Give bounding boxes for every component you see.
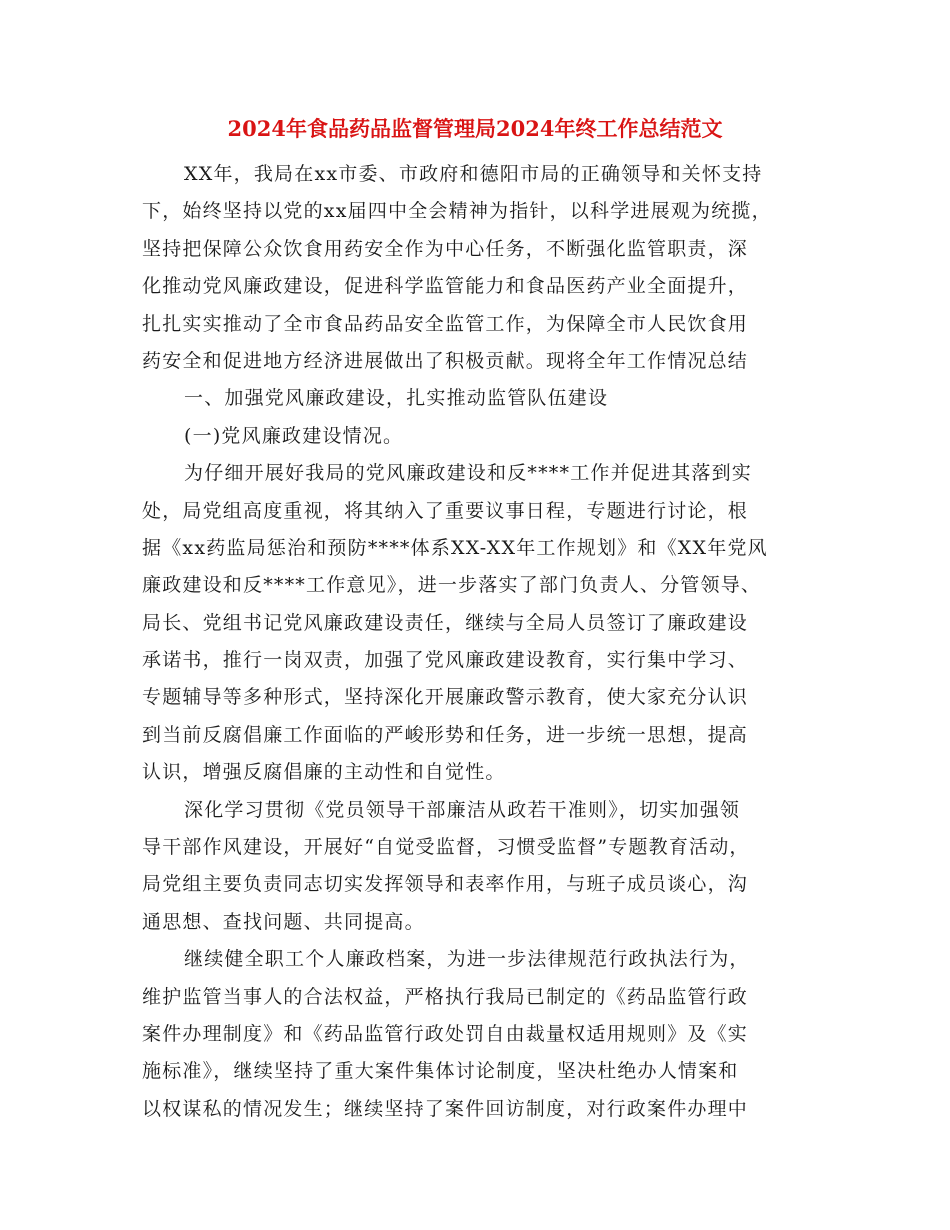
body-line: 到当前反腐倡廉工作面临的严峻形势和任务，进一步统一思想，提高 bbox=[142, 723, 749, 746]
body-line: 局党组主要负责同志切实发挥领导和表率作用，与班子成员谈心，沟 bbox=[142, 873, 749, 896]
body-line: 认识，增强反腐倡廉的主动性和自觉性。 bbox=[142, 761, 506, 784]
body-line: 以权谋私的情况发生；继续坚持了案件回访制度，对行政案件办理中 bbox=[142, 1097, 749, 1120]
body-line: 下，始终坚持以党的xx届四中全会精神为指针，以科学进展观为统揽， bbox=[142, 200, 772, 223]
body-line: 维护监管当事人的合法权益，严格执行我局已制定的《药品监管行政 bbox=[142, 985, 749, 1008]
body-line: 承诺书，推行一岗双责，加强了党风廉政建设教育，实行集中学习、 bbox=[142, 649, 749, 672]
body-line: 继续健全职工个人廉政档案，为进一步法律规范行政执法行为， bbox=[184, 948, 750, 971]
body-line: 廉政建设和反****工作意见》，进一步落实了部门负责人、分管领导、 bbox=[142, 574, 762, 597]
body-line: (一)党风廉政建设情况。 bbox=[184, 424, 404, 447]
body-line: 扎扎实实推动了全市食品药品安全监管工作，为保障全市人民饮食用 bbox=[142, 312, 749, 335]
body-line: 化推动党风廉政建设，促进科学监管能力和食品医药产业全面提升， bbox=[142, 275, 749, 298]
body-line: 深化学习贯彻《党员领导干部廉洁从政若干准则》，切实加强领 bbox=[184, 798, 741, 821]
body-line: 施标准》，继续坚持了重大案件集体讨论制度，坚决杜绝办人情案和 bbox=[142, 1060, 739, 1083]
body-line: 局长、党组书记党风廉政建设责任，继续与全局人员签订了廉政建设 bbox=[142, 611, 749, 634]
body-line: 为仔细开展好我局的党风廉政建设和反****工作并促进其落到实 bbox=[184, 462, 753, 485]
document-body bbox=[142, 156, 822, 1128]
body-line: 据《xx药监局惩治和预防****体系XX-XX年工作规划》和《XX年党风 bbox=[142, 536, 768, 559]
body-line: 通思想、查找问题、共同提高。 bbox=[142, 910, 425, 933]
body-line: 坚持把保障公众饮食用药安全作为中心任务，不断强化监管职责，深 bbox=[142, 237, 749, 260]
body-line: 药安全和促进地方经济进展做出了积极贡献。现将全年工作情况总结 bbox=[142, 349, 749, 372]
body-line: 导干部作风建设，开展好“自觉受监督，习惯受监督”专题教育活动， bbox=[142, 836, 750, 859]
body-line: 案件办理制度》和《药品监管行政处罚自由裁量权适用规则》及《实 bbox=[142, 1022, 749, 1045]
body-line: 一、加强党风廉政建设，扎实推动监管队伍建设 bbox=[184, 387, 609, 410]
body-line: 专题辅导等多种形式，坚持深化开展廉政警示教育，使大家充分认识 bbox=[142, 686, 749, 709]
document-title: 2024年食品药品监督管理局2024年终工作总结范文 bbox=[227, 116, 723, 141]
body-line: XX年，我局在xx市委、市政府和德阳市局的正确领导和关怀支持 bbox=[184, 163, 763, 185]
body-line: 处，局党组高度重视，将其纳入了重要议事日程，专题进行讨论，根 bbox=[142, 499, 749, 522]
